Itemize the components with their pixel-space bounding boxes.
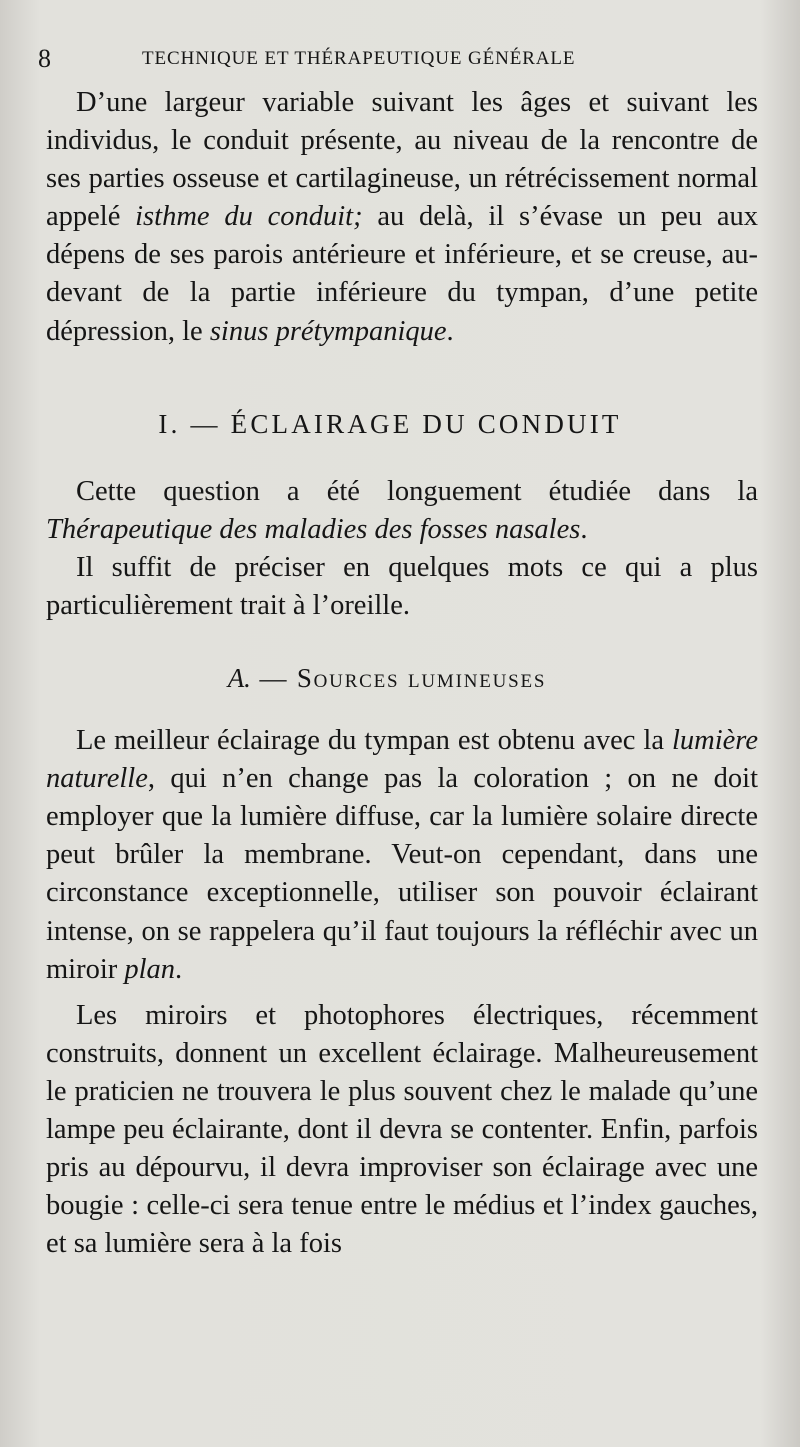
paragraph-mirrors: Les miroirs et photophores électriques, récemment construits, donnent un excellent éclairage. Malheureusement le praticien ne trouvera le plus souvent chez le malade qu’une lampe peu éclairante, dont il devra se contenter. Enfin, parfois pris au dépourvu, il devra improviser son éclairage avec une bougie : celle-ci sera tenue entre le médius et l’index gauches, et sa lumière sera à la fois: [46, 999, 758, 1260]
section-heading: I. — ÉCLAIRAGE DU CONDUIT: [158, 408, 622, 439]
text-span: .: [446, 315, 454, 347]
paragraph-natural-light: [46, 722, 758, 989]
text-span: Cette question a été longuement étudiée dans la: [76, 475, 758, 507]
subsection-title: — Sources lumineuses: [250, 663, 547, 694]
text-span: Le meilleur éclairage du tympan est obtenu avec la: [76, 725, 672, 757]
italic-title: Thérapeutique des maladies des fosses nasales: [46, 513, 581, 545]
italic-term: sinus prétympanique: [209, 315, 447, 347]
subsection-heading: [46, 659, 758, 697]
paragraph-conduit-isthmus: [46, 84, 758, 351]
italic-term: lumière naturelle: [46, 725, 758, 795]
paragraph-ear: Il suffit de préciser en quelques mots ce qui a plus particulièrement trait à l’oreille.: [46, 551, 758, 621]
page-number: 8: [38, 44, 51, 73]
subsection-letter: A.: [227, 663, 251, 694]
text-span: .: [580, 513, 588, 545]
italic-term: plan: [124, 953, 176, 985]
italic-term: isthme du conduit;: [135, 201, 363, 233]
text-span: D’une largeur variable suivant les âges et suivant les individus, le conduit présente, au niveau de la rencontre de ses parties osseuse et cartilagineuse, un rétrécissement normal appelé: [46, 87, 758, 233]
running-head: [38, 40, 758, 74]
text-span: .: [175, 953, 183, 985]
paragraph-question: [46, 473, 758, 549]
text-span: au delà, il s’évase un peu aux dépens de ses parois antérieure et inférieure, et se creuse, au-devant de la partie inférieure du tympan, d’une petite dépression, le: [46, 201, 758, 347]
text-span: , qui n’en change pas la coloration ; on ne doit employer que la lumière diffuse, car la lumière solaire directe peut brûler la membrane. Veut-on cependant, dans une circonstance exceptionnelle, utiliser son pouvoir éclairant intense, on se rappelera qu’il faut toujours la réfléchir avec un miroir: [46, 763, 758, 985]
running-title: TECHNIQUE ET THÉRAPEUTIQUE GÉNÉRALE: [142, 48, 576, 69]
